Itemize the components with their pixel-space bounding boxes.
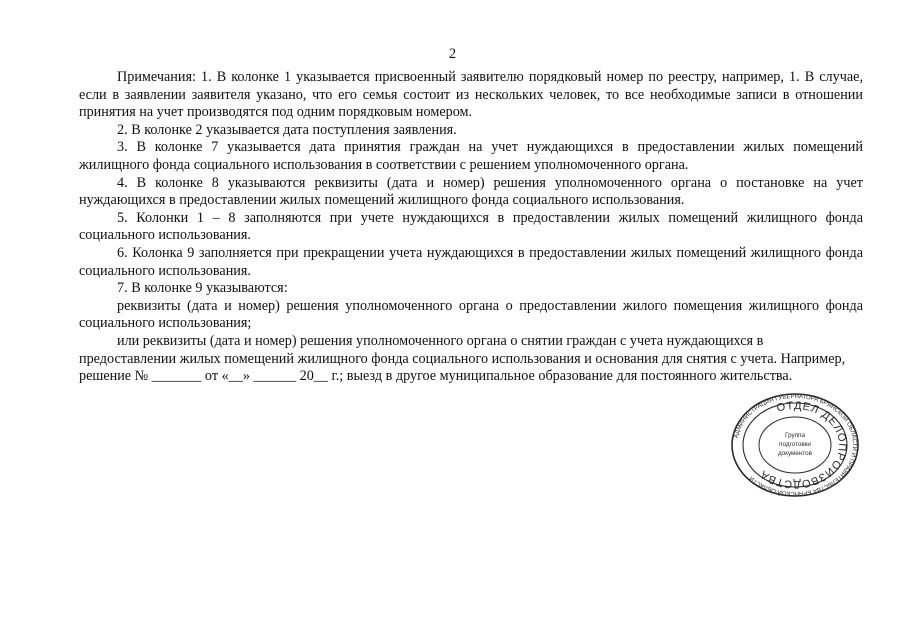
note-paragraph-9: или реквизиты (дата и номер) решения уполномоченного органа о снятии граждан с учета нуждающихся в предоставлении жилых помещений жилищного фонда социального использования и основания для снятия с учета. Например, решение № _______ от «__» ______ 20__ г.; выезд в другое муниципальное образование для постоянного жительства.: [79, 332, 846, 385]
note-paragraph-1: Примечания: 1. В колонке 1 указывается присвоенный заявителю порядковый номер по реестру, например, 1. В случае, если в заявлении заявителя указано, что его семья состоит из нескольких человек, то все необходимые записи в отношении принятия на учет производятся под одним порядковым номером.: [79, 69, 863, 121]
stamp-center-line-2: подготовки: [779, 441, 811, 448]
note-paragraph-6: 6. Колонка 9 заполняется при прекращении учета нуждающихся в предоставлении жилых помещений жилищного фонда социального использования.: [79, 244, 863, 279]
note-paragraph-7: 7. В колонке 9 указываются:: [117, 280, 288, 297]
stamp-center-line-3: документов: [777, 450, 813, 457]
note-paragraph-3: 3. В колонке 7 указывается дата принятия граждан на учет нуждающихся в предоставлении жилых помещений жилищного фонда социального использования в соответствии с решением уполномоченного органа.: [79, 139, 863, 173]
stamp-outer-text: АДМИНИСТРАЦИЯ ГУБЕРНАТОРА БРЯНСКОЙ ОБЛАСТИ И ПРАВИТЕЛЬСТВА БРЯНСКОЙ ОБЛАСТИ: [733, 393, 858, 497]
stamp-seal-graphic: [730, 392, 860, 498]
stamp-ring-text: ОТДЕЛ ДЕЛОПРОИЗВОДСТВА: [757, 399, 849, 491]
notes-section: [79, 69, 863, 386]
note-paragraph-2: 2. В колонке 2 указывается дата поступления заявления.: [117, 121, 457, 138]
note-paragraph-4: 4. В колонке 8 указываются реквизиты (дата и номер) решения уполномоченного органа о постановке на учет нуждающихся в предоставлении жилых помещений жилищного фонда социального использования.: [79, 174, 863, 209]
note-paragraph-8: реквизиты (дата и номер) решения уполномоченного органа о предоставлении жилого помещения жилищного фонда социального использования;: [79, 297, 863, 332]
stamp-center-line-1: Группа: [785, 432, 805, 439]
office-stamp: [730, 392, 860, 498]
page-number: 2: [448, 46, 457, 62]
note-paragraph-5: 5. Колонки 1 – 8 заполняются при учете нуждающихся в предоставлении жилых помещений жилищного фонда социального использования.: [79, 209, 863, 244]
